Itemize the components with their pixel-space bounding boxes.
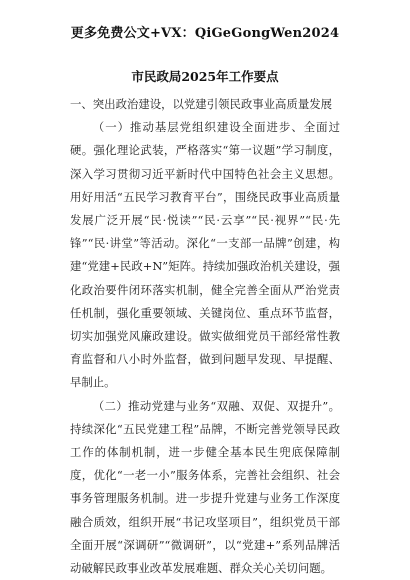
paragraph-2: （二）推动党建与业务“双融、双促、双提升”。持续深化“五民党建工程”品牌，不断完善党领导民政工作的体制机制，进一步健全基本民生兜底保障制度，优化“一老一小”服务体系，完善社会组织、社会事务管理服务机制。进一步提升党建与业务工作深度融合质效，组织开展“书记攻坚项目”，组织党员干部全面开展“深调研”“微调研”，以“党建+”系列品牌活动破解民政事业改革发展难题、群众关心关切问题。	[70, 398, 340, 576]
section-1	[70, 93, 340, 580]
document-title: 市民政局2025年工作要点	[131, 69, 279, 84]
section-1-heading: 一、突出政治建设，以党建引领民政事业高质量发展	[70, 97, 332, 111]
promo-header: 更多免费公文+VX：QiGeGongWen2024	[70, 26, 340, 41]
paragraph-1: （一）推动基层党组织建设全面进步、全面过硬。强化理论武装，严格落实“第一议题”学习制度，深入学习贯彻习近平新时代中国特色社会主义思想。用好用活“五民学习教育平台”，围绕民政事业高质量发展广泛开展“民·悦读”“民·云享”“民·视界”“民·先锋”“民·讲堂”等活动。深化“一支部一品牌”创建，构建“党建+民政+N”矩阵。持续加强政治机关建设，强化政治要件闭环落实机制，健全完善全面从严治党责任机制，强化重要领域、关键岗位、重点环节监督，切实加强党风廉政建设。做实做细党员干部经常性教育监督和八小时外监督，做到问题早发现、早提醒、早制止。	[70, 120, 340, 390]
